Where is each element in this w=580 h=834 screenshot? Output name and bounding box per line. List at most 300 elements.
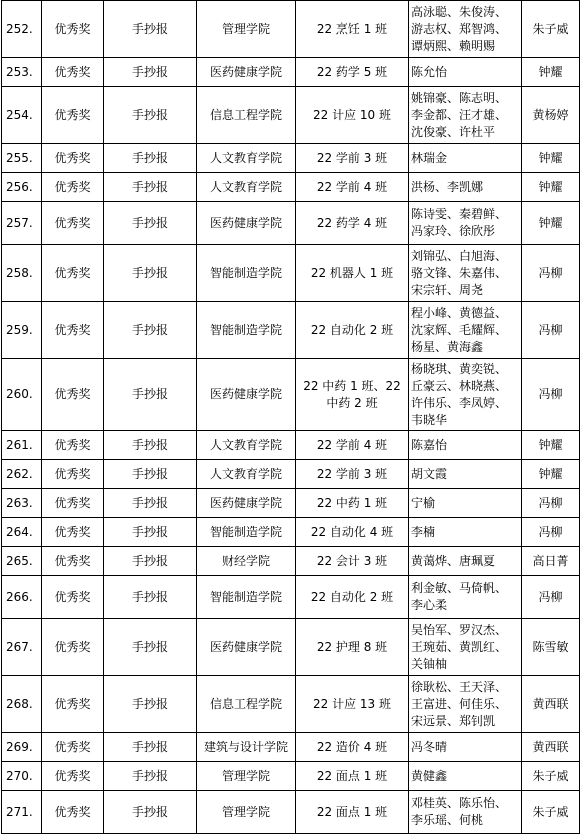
award-level-cell: [42, 173, 104, 202]
table-row: [2, 489, 580, 518]
teacher-name-cell: [522, 1, 580, 58]
award-level: 优秀奖: [54, 107, 91, 122]
award-level: 优秀奖: [54, 64, 91, 79]
class-name: 22 自动化 2 班: [310, 322, 394, 337]
row-number: 253.: [6, 64, 33, 79]
award-level: 优秀奖: [54, 21, 91, 36]
row-number: 256.: [6, 179, 33, 194]
teacher-name: 黄西联: [532, 696, 569, 711]
class-name-cell: [296, 576, 409, 619]
college-name-cell: [197, 576, 296, 619]
work-type-cell: [104, 489, 197, 518]
row-number-cell: [2, 359, 42, 431]
class-name: 22 护理 8 班: [316, 639, 388, 654]
class-name-cell: [296, 302, 409, 359]
student-names-cell: [409, 144, 522, 173]
college-name: 管理学院: [221, 804, 270, 819]
award-level-cell: [42, 144, 104, 173]
award-level-cell: [42, 1, 104, 58]
row-number-cell: [2, 576, 42, 619]
class-name: 22 计应 13 班: [313, 696, 391, 711]
row-number: 252.: [6, 21, 33, 36]
work-type-cell: [104, 144, 197, 173]
college-name: 人文教育学院: [209, 150, 282, 165]
student-names: 冯冬晴: [411, 739, 448, 754]
college-name: 智能制造学院: [209, 265, 282, 280]
teacher-name-cell: [522, 619, 580, 676]
work-type: 手抄报: [131, 107, 168, 122]
teacher-name: 冯柳: [538, 589, 563, 604]
class-name: 22 面点 1 班: [316, 768, 388, 783]
award-level: 优秀奖: [54, 387, 91, 401]
work-type-cell: [104, 518, 197, 547]
class-name: 22 学前 4 班: [316, 437, 388, 452]
college-name-cell: [197, 302, 296, 359]
student-names: 吴怡军、罗汉杰、 王琬茹、黄凯红、 关铀柚: [411, 622, 508, 671]
student-names: 陈允怡: [411, 64, 448, 79]
work-type-cell: [104, 58, 197, 87]
teacher-name: 高日菁: [532, 553, 569, 568]
class-name-cell: [296, 1, 409, 58]
student-names-cell: [409, 489, 522, 518]
college-name: 智能制造学院: [209, 589, 282, 604]
student-names: 李楠: [411, 524, 436, 539]
table-row: [2, 547, 580, 576]
award-level: 优秀奖: [54, 524, 91, 539]
college-name: 医药健康学院: [209, 215, 282, 230]
award-level: 优秀奖: [54, 639, 91, 654]
college-name-cell: [197, 202, 296, 245]
teacher-name: 朱子威: [532, 804, 569, 819]
work-type: 手抄报: [131, 265, 168, 280]
table-row: [2, 676, 580, 733]
teacher-name-cell: [522, 173, 580, 202]
student-names-cell: [409, 518, 522, 547]
class-name-cell: [296, 791, 409, 834]
college-name: 医药健康学院: [209, 387, 282, 401]
college-name: 管理学院: [221, 21, 270, 36]
teacher-name-cell: [522, 676, 580, 733]
class-name: 22 学前 3 班: [316, 150, 388, 165]
row-number-cell: [2, 202, 42, 245]
teacher-name-cell: [522, 547, 580, 576]
row-number: 267.: [6, 639, 33, 654]
class-name-cell: [296, 359, 409, 431]
work-type: 手抄报: [131, 768, 168, 783]
college-name: 人文教育学院: [209, 466, 282, 481]
class-name: 22 学前 4 班: [316, 179, 388, 194]
student-names-cell: [409, 431, 522, 460]
row-number-cell: [2, 762, 42, 791]
work-type: 手抄报: [131, 150, 168, 165]
class-name-cell: [296, 547, 409, 576]
college-name: 信息工程学院: [209, 696, 282, 711]
award-level-cell: [42, 762, 104, 791]
award-level-cell: [42, 302, 104, 359]
college-name: 管理学院: [221, 768, 270, 783]
college-name-cell: [197, 762, 296, 791]
row-number-cell: [2, 489, 42, 518]
row-number: 269.: [6, 739, 33, 754]
row-number: 258.: [6, 265, 33, 280]
student-names-cell: [409, 576, 522, 619]
teacher-name: 黄西联: [532, 739, 569, 754]
student-names: 邓桂英、陈乐怡、 李乐瑶、何桃: [411, 796, 508, 827]
student-names: 利金敏、马倚帆、 李心柔: [411, 581, 508, 612]
work-type-cell: [104, 733, 197, 762]
row-number-cell: [2, 460, 42, 489]
class-name-cell: [296, 58, 409, 87]
teacher-name-cell: [522, 431, 580, 460]
row-number-cell: [2, 1, 42, 58]
student-names-cell: [409, 547, 522, 576]
class-name-cell: [296, 144, 409, 173]
student-names: 姚锦豪、陈志明、 李金都、汪才雄、 沈俊豪、许杜平: [411, 90, 508, 139]
student-names-cell: [409, 87, 522, 144]
row-number: 270.: [6, 768, 33, 783]
work-type: 手抄报: [131, 322, 168, 337]
teacher-name-cell: [522, 58, 580, 87]
row-number: 262.: [6, 466, 33, 481]
award-level-cell: [42, 619, 104, 676]
table-row: [2, 460, 580, 489]
class-name: 22 造价 4 班: [316, 739, 388, 754]
college-name: 智能制造学院: [209, 524, 282, 539]
teacher-name: 朱子威: [532, 768, 569, 783]
teacher-name-cell: [522, 87, 580, 144]
table-row: [2, 1, 580, 58]
table-row: [2, 173, 580, 202]
class-name-cell: [296, 676, 409, 733]
work-type-cell: [104, 460, 197, 489]
work-type-cell: [104, 791, 197, 834]
row-number: 257.: [6, 215, 33, 230]
row-number-cell: [2, 733, 42, 762]
teacher-name: 钟耀: [538, 64, 563, 79]
row-number-cell: [2, 676, 42, 733]
row-number-cell: [2, 87, 42, 144]
row-number: 264.: [6, 524, 33, 539]
class-name-cell: [296, 202, 409, 245]
college-name-cell: [197, 619, 296, 676]
class-name: 22 机器人 1 班: [310, 265, 394, 280]
award-level: 优秀奖: [54, 589, 91, 604]
college-name-cell: [197, 58, 296, 87]
teacher-name-cell: [522, 576, 580, 619]
teacher-name: 钟耀: [538, 179, 563, 194]
work-type: 手抄报: [131, 495, 168, 510]
award-level: 优秀奖: [54, 322, 91, 337]
student-names-cell: [409, 58, 522, 87]
college-name-cell: [197, 1, 296, 58]
college-name-cell: [197, 489, 296, 518]
table-row: [2, 576, 580, 619]
student-names-cell: [409, 762, 522, 791]
student-names: 陈诗雯、秦碧鲜、 冯家玲、徐欣彤: [411, 207, 508, 238]
class-name-cell: [296, 762, 409, 791]
student-names-cell: [409, 359, 522, 431]
college-name: 人文教育学院: [209, 179, 282, 194]
teacher-name: 钟耀: [538, 215, 563, 230]
teacher-name: 冯柳: [538, 524, 563, 539]
teacher-name-cell: [522, 202, 580, 245]
college-name-cell: [197, 359, 296, 431]
teacher-name: 冯柳: [538, 322, 563, 337]
row-number-cell: [2, 518, 42, 547]
student-names: 程小峰、黄德益、 沈家辉、毛耀辉、 杨星、黄海鑫: [411, 305, 508, 354]
class-name-cell: [296, 245, 409, 302]
row-number: 268.: [6, 696, 33, 711]
class-name-cell: [296, 431, 409, 460]
college-name: 医药健康学院: [209, 64, 282, 79]
work-type-cell: [104, 619, 197, 676]
student-names: 胡文霞: [411, 466, 448, 481]
award-level-cell: [42, 676, 104, 733]
class-name: 22 自动化 2 班: [310, 589, 394, 604]
student-names: 徐耿松、王天泽、 王富进、何佳乐、 宋远景、郑钊凯: [411, 679, 508, 728]
award-level: 优秀奖: [54, 495, 91, 510]
table-row: [2, 359, 580, 431]
row-number-cell: [2, 302, 42, 359]
teacher-name-cell: [522, 489, 580, 518]
teacher-name-cell: [522, 733, 580, 762]
college-name: 医药健康学院: [209, 639, 282, 654]
work-type: 手抄报: [131, 589, 168, 604]
row-number-cell: [2, 245, 42, 302]
student-names-cell: [409, 202, 522, 245]
award-level-cell: [42, 489, 104, 518]
work-type: 手抄报: [131, 215, 168, 230]
teacher-name-cell: [522, 302, 580, 359]
table-row: [2, 431, 580, 460]
class-name-cell: [296, 460, 409, 489]
work-type-cell: [104, 576, 197, 619]
award-level: 优秀奖: [54, 696, 91, 711]
college-name: 财经学院: [221, 553, 270, 568]
award-level-cell: [42, 202, 104, 245]
row-number: 260.: [6, 387, 33, 401]
table-row: [2, 202, 580, 245]
teacher-name: 陈雪敏: [532, 639, 569, 654]
table-row: [2, 762, 580, 791]
student-names-cell: [409, 460, 522, 489]
student-names: 杨晓琪、黄奕锐、 丘豪云、林晓燕、 许伟乐、李凤婷、 韦晓华: [411, 361, 508, 427]
award-level: 优秀奖: [54, 553, 91, 568]
college-name-cell: [197, 431, 296, 460]
class-name: 22 中药 1 班、22 中药 2 班: [303, 378, 401, 410]
student-names-cell: [409, 676, 522, 733]
work-type: 手抄报: [131, 64, 168, 79]
award-level-cell: [42, 245, 104, 302]
awards-table: [1, 0, 580, 834]
class-name-cell: [296, 619, 409, 676]
college-name-cell: [197, 791, 296, 834]
award-level: 优秀奖: [54, 215, 91, 230]
student-names: 刘锦弘、白旭海、 骆文锋、朱嘉伟、 宋宗轩、周尧: [411, 248, 508, 297]
award-level-cell: [42, 576, 104, 619]
award-level: 优秀奖: [54, 739, 91, 754]
student-names: 洪杨、李凯娜: [411, 179, 484, 194]
table-row: [2, 245, 580, 302]
student-names: 黄健鑫: [411, 768, 448, 783]
college-name-cell: [197, 87, 296, 144]
award-level-cell: [42, 431, 104, 460]
award-level: 优秀奖: [54, 437, 91, 452]
row-number-cell: [2, 431, 42, 460]
row-number: 255.: [6, 150, 33, 165]
student-names-cell: [409, 619, 522, 676]
teacher-name-cell: [522, 359, 580, 431]
award-level-cell: [42, 733, 104, 762]
award-level-cell: [42, 791, 104, 834]
class-name: 22 学前 3 班: [316, 466, 388, 481]
work-type: 手抄报: [131, 804, 168, 819]
row-number: 261.: [6, 437, 33, 452]
college-name: 医药健康学院: [209, 495, 282, 510]
award-level: 优秀奖: [54, 179, 91, 194]
award-level: 优秀奖: [54, 150, 91, 165]
work-type-cell: [104, 676, 197, 733]
table-row: [2, 791, 580, 834]
row-number-cell: [2, 547, 42, 576]
student-names-cell: [409, 302, 522, 359]
student-names-cell: [409, 245, 522, 302]
row-number-cell: [2, 144, 42, 173]
teacher-name-cell: [522, 144, 580, 173]
table-row: [2, 733, 580, 762]
class-name-cell: [296, 87, 409, 144]
work-type: 手抄报: [131, 21, 168, 36]
work-type: 手抄报: [131, 387, 168, 401]
row-number: 259.: [6, 322, 33, 337]
award-level-cell: [42, 58, 104, 87]
work-type: 手抄报: [131, 466, 168, 481]
class-name: 22 药学 5 班: [316, 64, 388, 79]
award-level: 优秀奖: [54, 804, 91, 819]
student-names: 宁榆: [411, 495, 436, 510]
class-name: 22 中药 1 班: [316, 495, 388, 510]
row-number: 263.: [6, 495, 33, 510]
row-number: 265.: [6, 553, 33, 568]
class-name: 22 自动化 4 班: [310, 524, 394, 539]
table-row: [2, 518, 580, 547]
row-number-cell: [2, 58, 42, 87]
teacher-name: 钟耀: [538, 150, 563, 165]
row-number-cell: [2, 173, 42, 202]
work-type-cell: [104, 431, 197, 460]
table-row: [2, 619, 580, 676]
row-number: 266.: [6, 589, 33, 604]
table-row: [2, 302, 580, 359]
work-type-cell: [104, 202, 197, 245]
teacher-name-cell: [522, 762, 580, 791]
teacher-name: 冯柳: [538, 265, 563, 280]
class-name: 22 药学 4 班: [316, 215, 388, 230]
award-level-cell: [42, 547, 104, 576]
class-name-cell: [296, 489, 409, 518]
teacher-name: 冯柳: [538, 495, 563, 510]
award-level: 优秀奖: [54, 466, 91, 481]
table-row: [2, 87, 580, 144]
work-type: 手抄报: [131, 739, 168, 754]
row-number: 254.: [6, 107, 33, 122]
work-type-cell: [104, 359, 197, 431]
class-name: 22 计应 10 班: [313, 107, 391, 122]
awards-table-body: [2, 1, 580, 834]
student-names-cell: [409, 791, 522, 834]
work-type-cell: [104, 302, 197, 359]
student-names-cell: [409, 1, 522, 58]
college-name-cell: [197, 676, 296, 733]
college-name: 信息工程学院: [209, 107, 282, 122]
college-name: 人文教育学院: [209, 437, 282, 452]
row-number-cell: [2, 619, 42, 676]
award-level: 优秀奖: [54, 768, 91, 783]
teacher-name: 钟耀: [538, 466, 563, 481]
teacher-name-cell: [522, 518, 580, 547]
row-number: 271.: [6, 804, 33, 819]
class-name: 22 烹饪 1 班: [316, 21, 388, 36]
college-name-cell: [197, 144, 296, 173]
class-name-cell: [296, 173, 409, 202]
work-type-cell: [104, 87, 197, 144]
work-type: 手抄报: [131, 696, 168, 711]
teacher-name: 钟耀: [538, 437, 563, 452]
table-row: [2, 144, 580, 173]
award-level-cell: [42, 359, 104, 431]
work-type: 手抄报: [131, 179, 168, 194]
student-names-cell: [409, 173, 522, 202]
class-name: 22 会计 3 班: [316, 553, 388, 568]
work-type: 手抄报: [131, 553, 168, 568]
work-type: 手抄报: [131, 437, 168, 452]
college-name-cell: [197, 245, 296, 302]
student-names: 陈嘉怡: [411, 437, 448, 452]
teacher-name: 黄杨婷: [532, 107, 569, 122]
work-type-cell: [104, 173, 197, 202]
college-name-cell: [197, 460, 296, 489]
student-names: 高泳聪、朱俊涛、 游志权、郑智鸿、 谭炳熙、赖明赐: [411, 4, 508, 53]
award-level: 优秀奖: [54, 265, 91, 280]
college-name: 智能制造学院: [209, 322, 282, 337]
teacher-name: 朱子威: [532, 21, 569, 36]
teacher-name: 冯柳: [538, 387, 563, 401]
college-name: 建筑与设计学院: [203, 739, 288, 754]
college-name-cell: [197, 173, 296, 202]
work-type-cell: [104, 1, 197, 58]
award-level-cell: [42, 87, 104, 144]
teacher-name-cell: [522, 791, 580, 834]
award-level-cell: [42, 460, 104, 489]
college-name-cell: [197, 733, 296, 762]
student-names: 黄蔼烨、唐珮夏: [411, 553, 496, 568]
work-type: 手抄报: [131, 639, 168, 654]
work-type-cell: [104, 762, 197, 791]
class-name-cell: [296, 518, 409, 547]
student-names: 林瑞金: [411, 150, 448, 165]
class-name: 22 面点 1 班: [316, 804, 388, 819]
college-name-cell: [197, 518, 296, 547]
college-name-cell: [197, 547, 296, 576]
row-number-cell: [2, 791, 42, 834]
teacher-name-cell: [522, 245, 580, 302]
work-type: 手抄报: [131, 524, 168, 539]
teacher-name-cell: [522, 460, 580, 489]
class-name-cell: [296, 733, 409, 762]
work-type-cell: [104, 547, 197, 576]
student-names-cell: [409, 733, 522, 762]
work-type-cell: [104, 245, 197, 302]
